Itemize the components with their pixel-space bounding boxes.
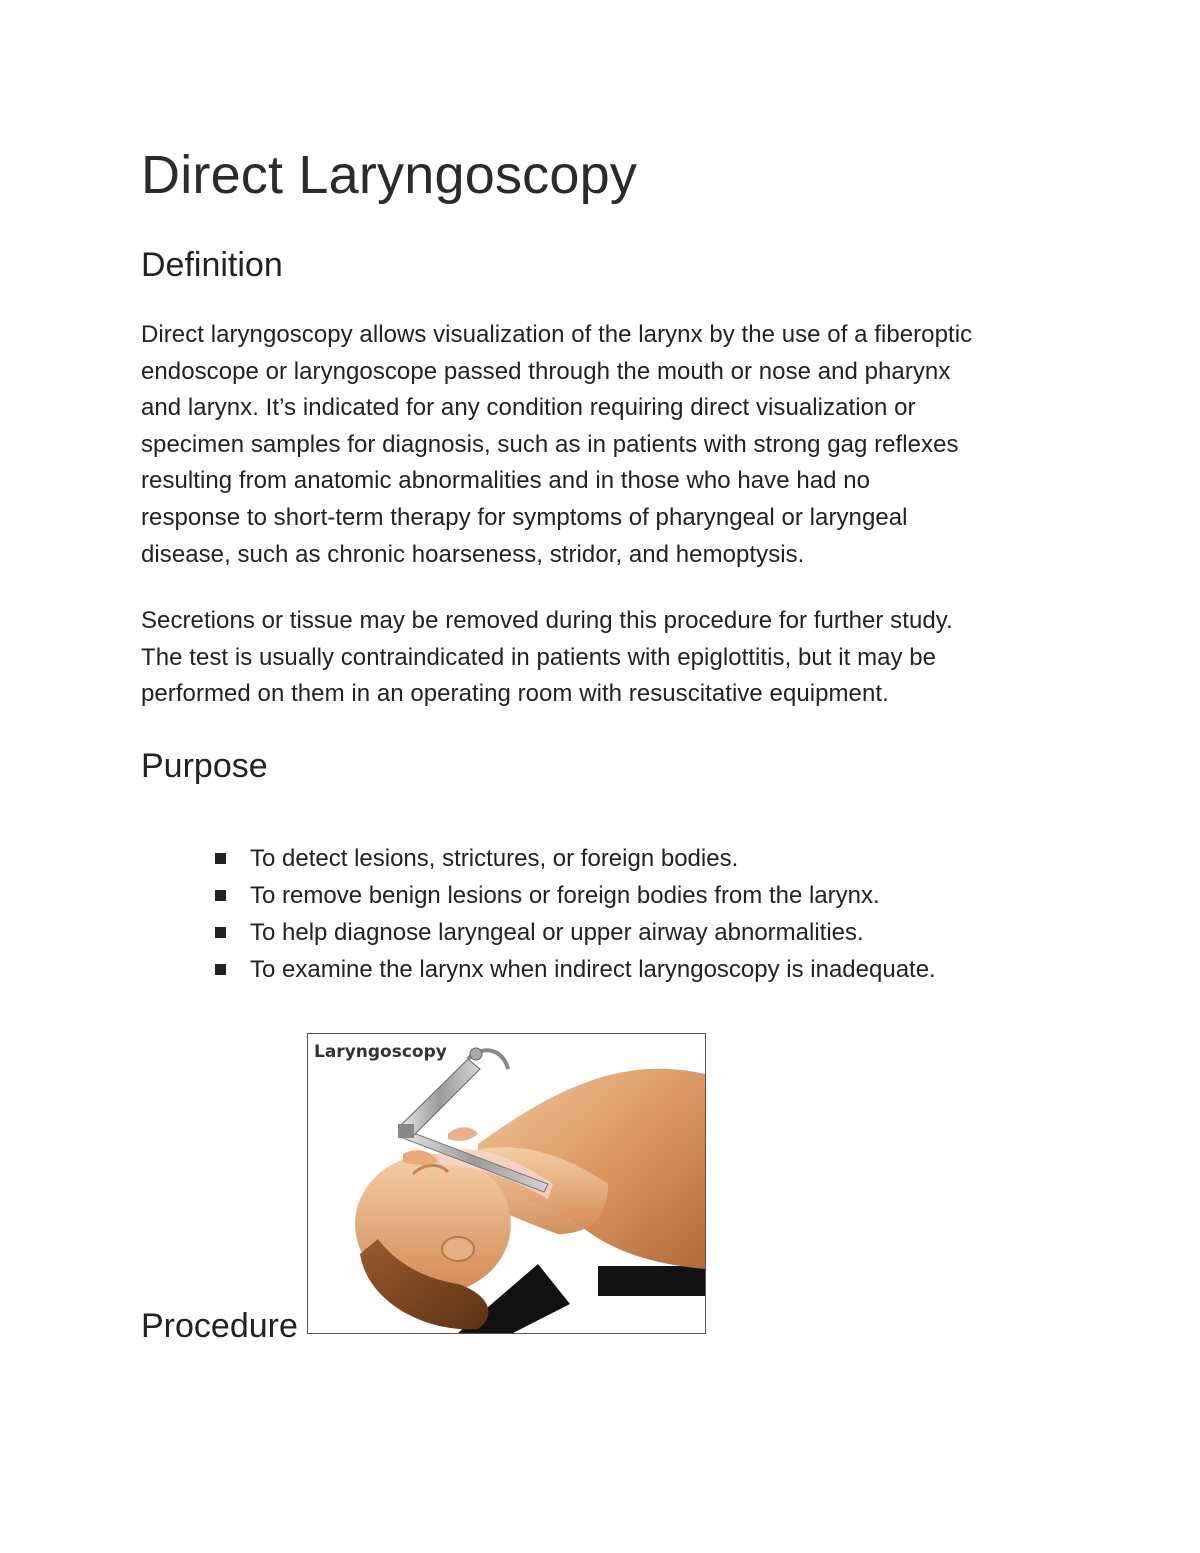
list-item	[215, 840, 936, 877]
list-item-text: To help diagnose laryngeal or upper airway abnormalities.	[250, 919, 864, 946]
list-item	[215, 877, 936, 914]
text-line: response to short-term therapy for symptoms of pharyngeal or laryngeal	[141, 503, 908, 531]
list-item-text: To examine the larynx when indirect laryngoscopy is inadequate.	[250, 956, 936, 983]
text-line: resulting from anatomic abnormalities and in those who have had no	[141, 467, 871, 495]
definition-paragraph-1	[141, 317, 1071, 573]
bullet-square-icon	[215, 890, 226, 901]
list-item	[215, 951, 936, 988]
text-line: specimen samples for diagnosis, such as in patients with strong gag reflexes	[141, 430, 959, 458]
purpose-list	[215, 840, 936, 988]
list-item-text: To detect lesions, strictures, or foreign bodies.	[250, 845, 739, 872]
definition-paragraph-2	[141, 603, 1071, 713]
list-item	[215, 914, 936, 951]
definition-heading: Definition	[141, 246, 283, 284]
text-line: Secretions or tissue may be removed during this procedure for further study.	[141, 607, 953, 634]
figure-label: Laryngoscopy	[314, 1042, 447, 1062]
text-line: performed on them in an operating room with resuscitative equipment.	[141, 680, 889, 708]
text-line: endoscope or laryngoscope passed through the mouth or nose and pharynx	[141, 357, 951, 385]
text-line: The test is usually contraindicated in patients with epiglottitis, but it may be	[141, 643, 937, 671]
laryngoscopy-illustration-icon	[308, 1034, 705, 1333]
procedure-heading: Procedure	[141, 1307, 298, 1345]
text-line: disease, such as chronic hoarseness, stridor, and hemoptysis.	[141, 540, 805, 568]
laryngoscopy-figure	[307, 1033, 706, 1334]
bullet-square-icon	[215, 927, 226, 938]
bullet-square-icon	[215, 964, 226, 975]
text-line: and larynx. It’s indicated for any condition requiring direct visualization or	[141, 394, 916, 422]
bullet-square-icon	[215, 853, 226, 864]
purpose-heading: Purpose	[141, 747, 268, 785]
page-title: Direct Laryngoscopy	[141, 145, 638, 205]
list-item-text: To remove benign lesions or foreign bodies from the larynx.	[250, 882, 880, 909]
text-line: Direct laryngoscopy allows visualization of the larynx by the use of a fiberoptic	[141, 321, 973, 348]
